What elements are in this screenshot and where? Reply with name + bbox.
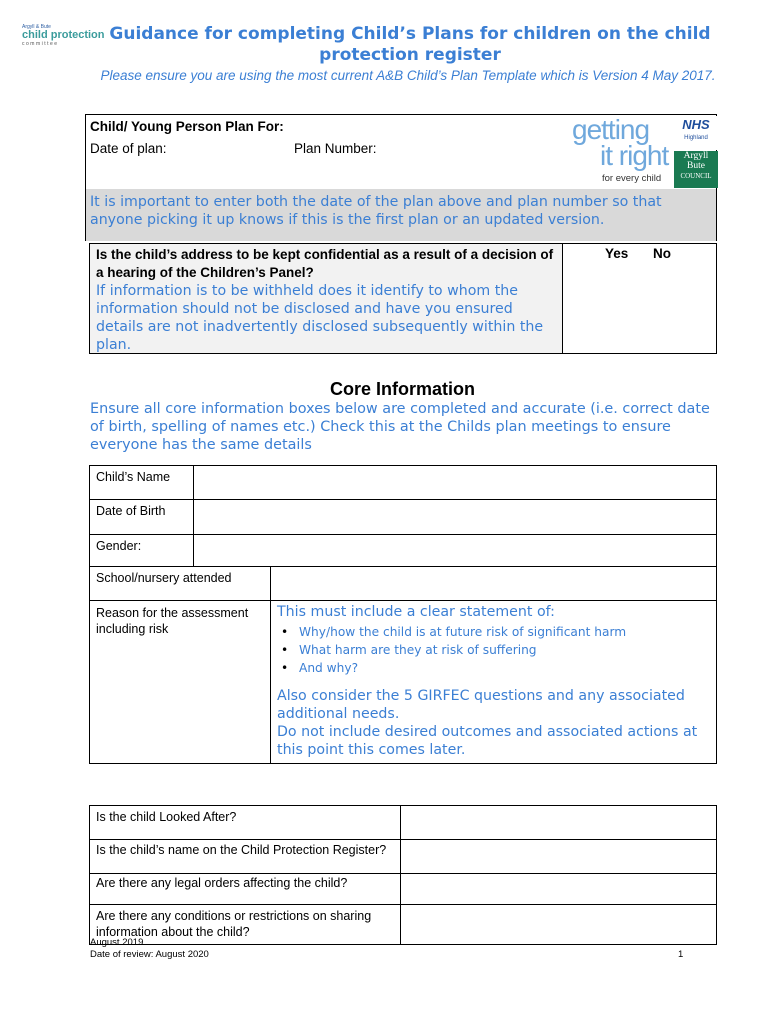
reason-later: Do not include desired outcomes and associated actions at this point this comes later.	[277, 724, 698, 758]
council-line-1: Argyll	[683, 151, 709, 161]
no-option[interactable]: No	[653, 246, 671, 261]
nhs-mark: NHS	[679, 117, 712, 133]
reason-bullet: • What harm are they at risk of suffering	[299, 641, 710, 659]
date-of-birth-label: Date of Birth	[90, 500, 194, 535]
date-of-birth-field[interactable]	[194, 500, 717, 535]
footer-date: August 2019.	[90, 937, 146, 948]
plan-number-label: Plan Number:	[294, 141, 377, 156]
reason-also: Also consider the 5 GIRFEC questions and any associated additional needs.	[277, 688, 685, 722]
getting-it-right-logo	[572, 116, 670, 188]
school-label: School/nursery attended	[90, 567, 271, 601]
confidential-note: If information is to be withheld does it identify to whom the information should not be disclosed and have you ensured details are not inadvertently disclosed subsequently within the plan.	[96, 283, 544, 353]
core-information-heading: Core Information	[330, 379, 476, 399]
register-field[interactable]	[401, 840, 717, 874]
looked-after-label: Is the child Looked After?	[90, 806, 401, 840]
legal-orders-field[interactable]	[401, 874, 717, 905]
core-reason-table	[89, 566, 717, 764]
logo-small-text: Argyll & Bute	[22, 24, 51, 30]
childs-name-label: Child’s Name	[90, 466, 194, 500]
logo-main-text: child protection	[22, 29, 105, 41]
argyll-bute-council-logo	[674, 151, 718, 188]
reason-bullet: • And why?	[299, 659, 710, 677]
looked-after-field[interactable]	[401, 806, 717, 840]
council-line-2: Bute	[687, 161, 705, 171]
reason-bullet: • Why/how the child is at future risk of significant harm	[299, 623, 710, 641]
child-protection-committee-logo	[22, 24, 105, 52]
legal-orders-label: Are there any legal orders affecting the child?	[90, 874, 401, 905]
nhs-highland-logo	[674, 116, 718, 150]
gir-line-3: for every child	[602, 173, 662, 184]
gender-field[interactable]	[194, 535, 717, 567]
yes-option[interactable]: Yes	[605, 246, 629, 261]
footer-review-date: Date of review: August 2020	[90, 949, 209, 960]
conditions-label: Are there any conditions or restrictions on sharing information about the child?	[90, 905, 401, 945]
reason-label: Reason for the assessment including risk	[90, 601, 271, 764]
date-of-plan-label: Date of plan:	[90, 141, 167, 156]
logo-sub-text: committee	[22, 41, 59, 47]
important-note: It is important to enter both the date of the plan above and plan number so that anyone picking it up knows if this is the first plan or an updated version.	[90, 194, 662, 228]
page-subtitle: Please ensure you are using the most current A&B Child’s Plan Template which is Version 4 May 2017.	[100, 68, 716, 83]
childs-name-field[interactable]	[194, 466, 717, 500]
core-name-table	[89, 465, 717, 567]
gir-line-1: getting	[572, 114, 650, 145]
council-line-3: COUNCIL	[680, 172, 712, 180]
gender-label: Gender:	[90, 535, 194, 567]
reason-guidance[interactable]	[271, 601, 717, 764]
gir-line-2: it right	[600, 140, 669, 171]
confidential-question: Is the child’s address to be kept confidential as a result of a decision of a hearing of the Children’s Panel?	[96, 247, 554, 280]
core-information-note: Ensure all core information boxes below are completed and accurate (i.e. correct date of birth, spelling of names etc.) Check this at the Childs plan meetings to ensure everyone has the same details	[90, 401, 710, 453]
reason-bullet-list	[277, 623, 710, 677]
status-table	[89, 805, 717, 945]
conditions-field[interactable]	[401, 905, 717, 945]
page-title: Guidance for completing Child’s Plans for children on the child protection register	[109, 24, 711, 65]
page-number: 1	[678, 949, 684, 960]
plan-for-label: Child/ Young Person Plan For:	[90, 119, 284, 134]
reason-intro: This must include a clear statement of:	[277, 604, 555, 620]
school-field[interactable]	[271, 567, 717, 601]
register-label: Is the child’s name on the Child Protection Register?	[90, 840, 401, 874]
nhs-region: Highland	[684, 135, 708, 141]
